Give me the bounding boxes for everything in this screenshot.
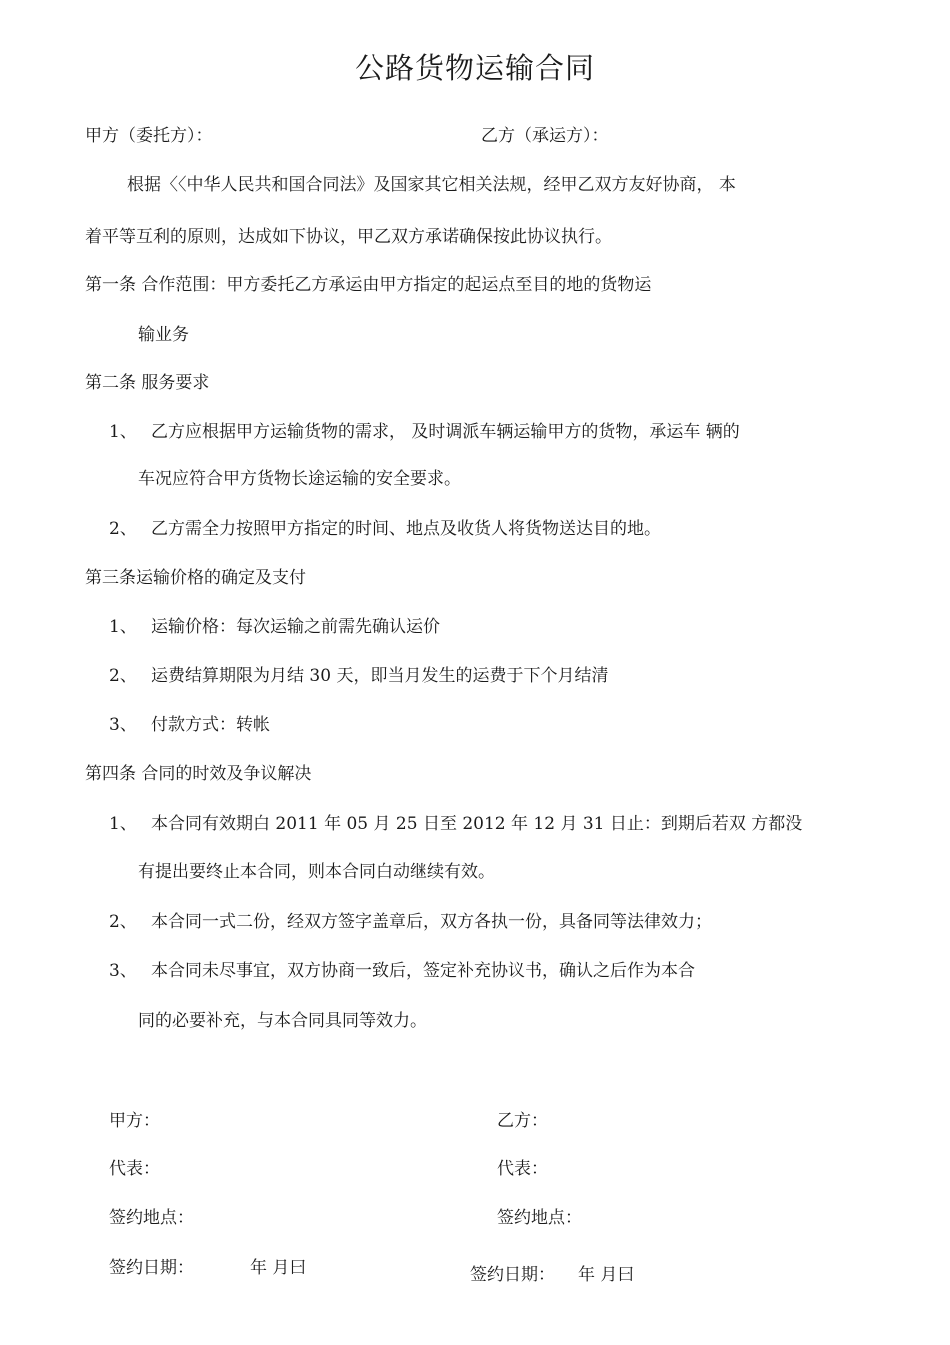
- item-text: 付款方式：转帐: [151, 715, 270, 735]
- article-3-heading: 第三条运输价格的确定及支付: [85, 568, 306, 588]
- article-4-heading: 第四条 合同的时效及争议解决: [85, 764, 312, 784]
- article-3-item-2: [109, 664, 608, 688]
- signature-b-date-value: 年 月曰: [578, 1265, 635, 1285]
- article-2-item-1-line-2: 车况应符合甲方货物长途运输的安全要求。: [138, 469, 461, 489]
- signature-b-rep: 代表：: [497, 1159, 548, 1179]
- signature-b-date-label: 签约日期：: [470, 1265, 555, 1285]
- signature-a-date-label: 签约日期：: [109, 1258, 194, 1278]
- article-2-item-2: [109, 517, 661, 541]
- article-4-item-1: [109, 812, 802, 836]
- item-text: 运费结算期限为月结 30 天，即当月发生的运费于下个月结清: [151, 666, 609, 686]
- article-2-heading: 第二条 服务要求: [85, 373, 210, 393]
- item-text: 运输价格：每次运输之前需先确认运价: [151, 617, 440, 637]
- article-3-item-1: [109, 615, 440, 639]
- item-text: 本合同一式二份，经双方签字盖章后，双方各执一份，具备同等法律效力；: [151, 912, 712, 932]
- article-4-item-3: [109, 959, 695, 983]
- article-1-line-1: 第一条 合作范围：甲方委托乙方承运由甲方指定的起运点至目的地的货物运: [85, 275, 652, 295]
- item-number: 1、: [109, 814, 137, 834]
- item-number: 3、: [109, 715, 137, 735]
- item-text: 乙方需全力按照甲方指定的时间、地点及收货人将货物送达目的地。: [151, 519, 661, 539]
- signature-b-party: 乙方：: [497, 1111, 548, 1131]
- article-4-item-2: [109, 910, 712, 934]
- signature-a-party: 甲方：: [109, 1111, 160, 1131]
- item-number: 1、: [109, 422, 137, 442]
- item-text: 乙方应根据甲方运输货物的需求， 及时调派车辆运输甲方的货物，承运车 辆的: [151, 422, 740, 442]
- signature-a-rep: 代表：: [109, 1159, 160, 1179]
- article-4-item-3-line-2: 同的必要补充，与本合同具同等效力。: [138, 1011, 427, 1031]
- intro-line-2: 着平等互利的原则，达成如下协议，甲乙双方承诺确保按此协议执行。: [85, 227, 612, 247]
- signature-a-place: 签约地点：: [109, 1208, 194, 1228]
- item-number: 3、: [109, 961, 137, 981]
- item-number: 2、: [109, 912, 137, 932]
- contract-title: 公路货物运输合同: [354, 51, 595, 85]
- party-b-label: 乙方（承运方）：: [481, 126, 609, 146]
- party-a-label: 甲方（委托方）：: [85, 126, 213, 146]
- intro-line-1: 根据〈〈中华人民共和国合同法》及国家其它相关法规，经甲乙双方友好协商， 本: [127, 175, 736, 195]
- item-number: 1、: [109, 617, 137, 637]
- signature-a-date-value: 年 月曰: [250, 1258, 307, 1278]
- item-text: 本合同有效期白 2011 年 05 月 25 日至 2012 年 12 月 31 日止：到期后若双 方都没: [151, 814, 803, 834]
- item-text: 本合同未尽事宜，双方协商一致后，签定补充协议书，确认之后作为本合: [151, 961, 695, 981]
- article-2-item-1: [109, 420, 740, 444]
- article-1-line-2: 输业务: [138, 325, 189, 345]
- item-number: 2、: [109, 519, 137, 539]
- article-4-item-1-line-2: 有提出要终止本合同，则本合同白动继续有效。: [138, 862, 495, 882]
- article-3-item-3: [109, 713, 270, 737]
- signature-b-place: 签约地点：: [497, 1208, 582, 1228]
- item-number: 2、: [109, 666, 137, 686]
